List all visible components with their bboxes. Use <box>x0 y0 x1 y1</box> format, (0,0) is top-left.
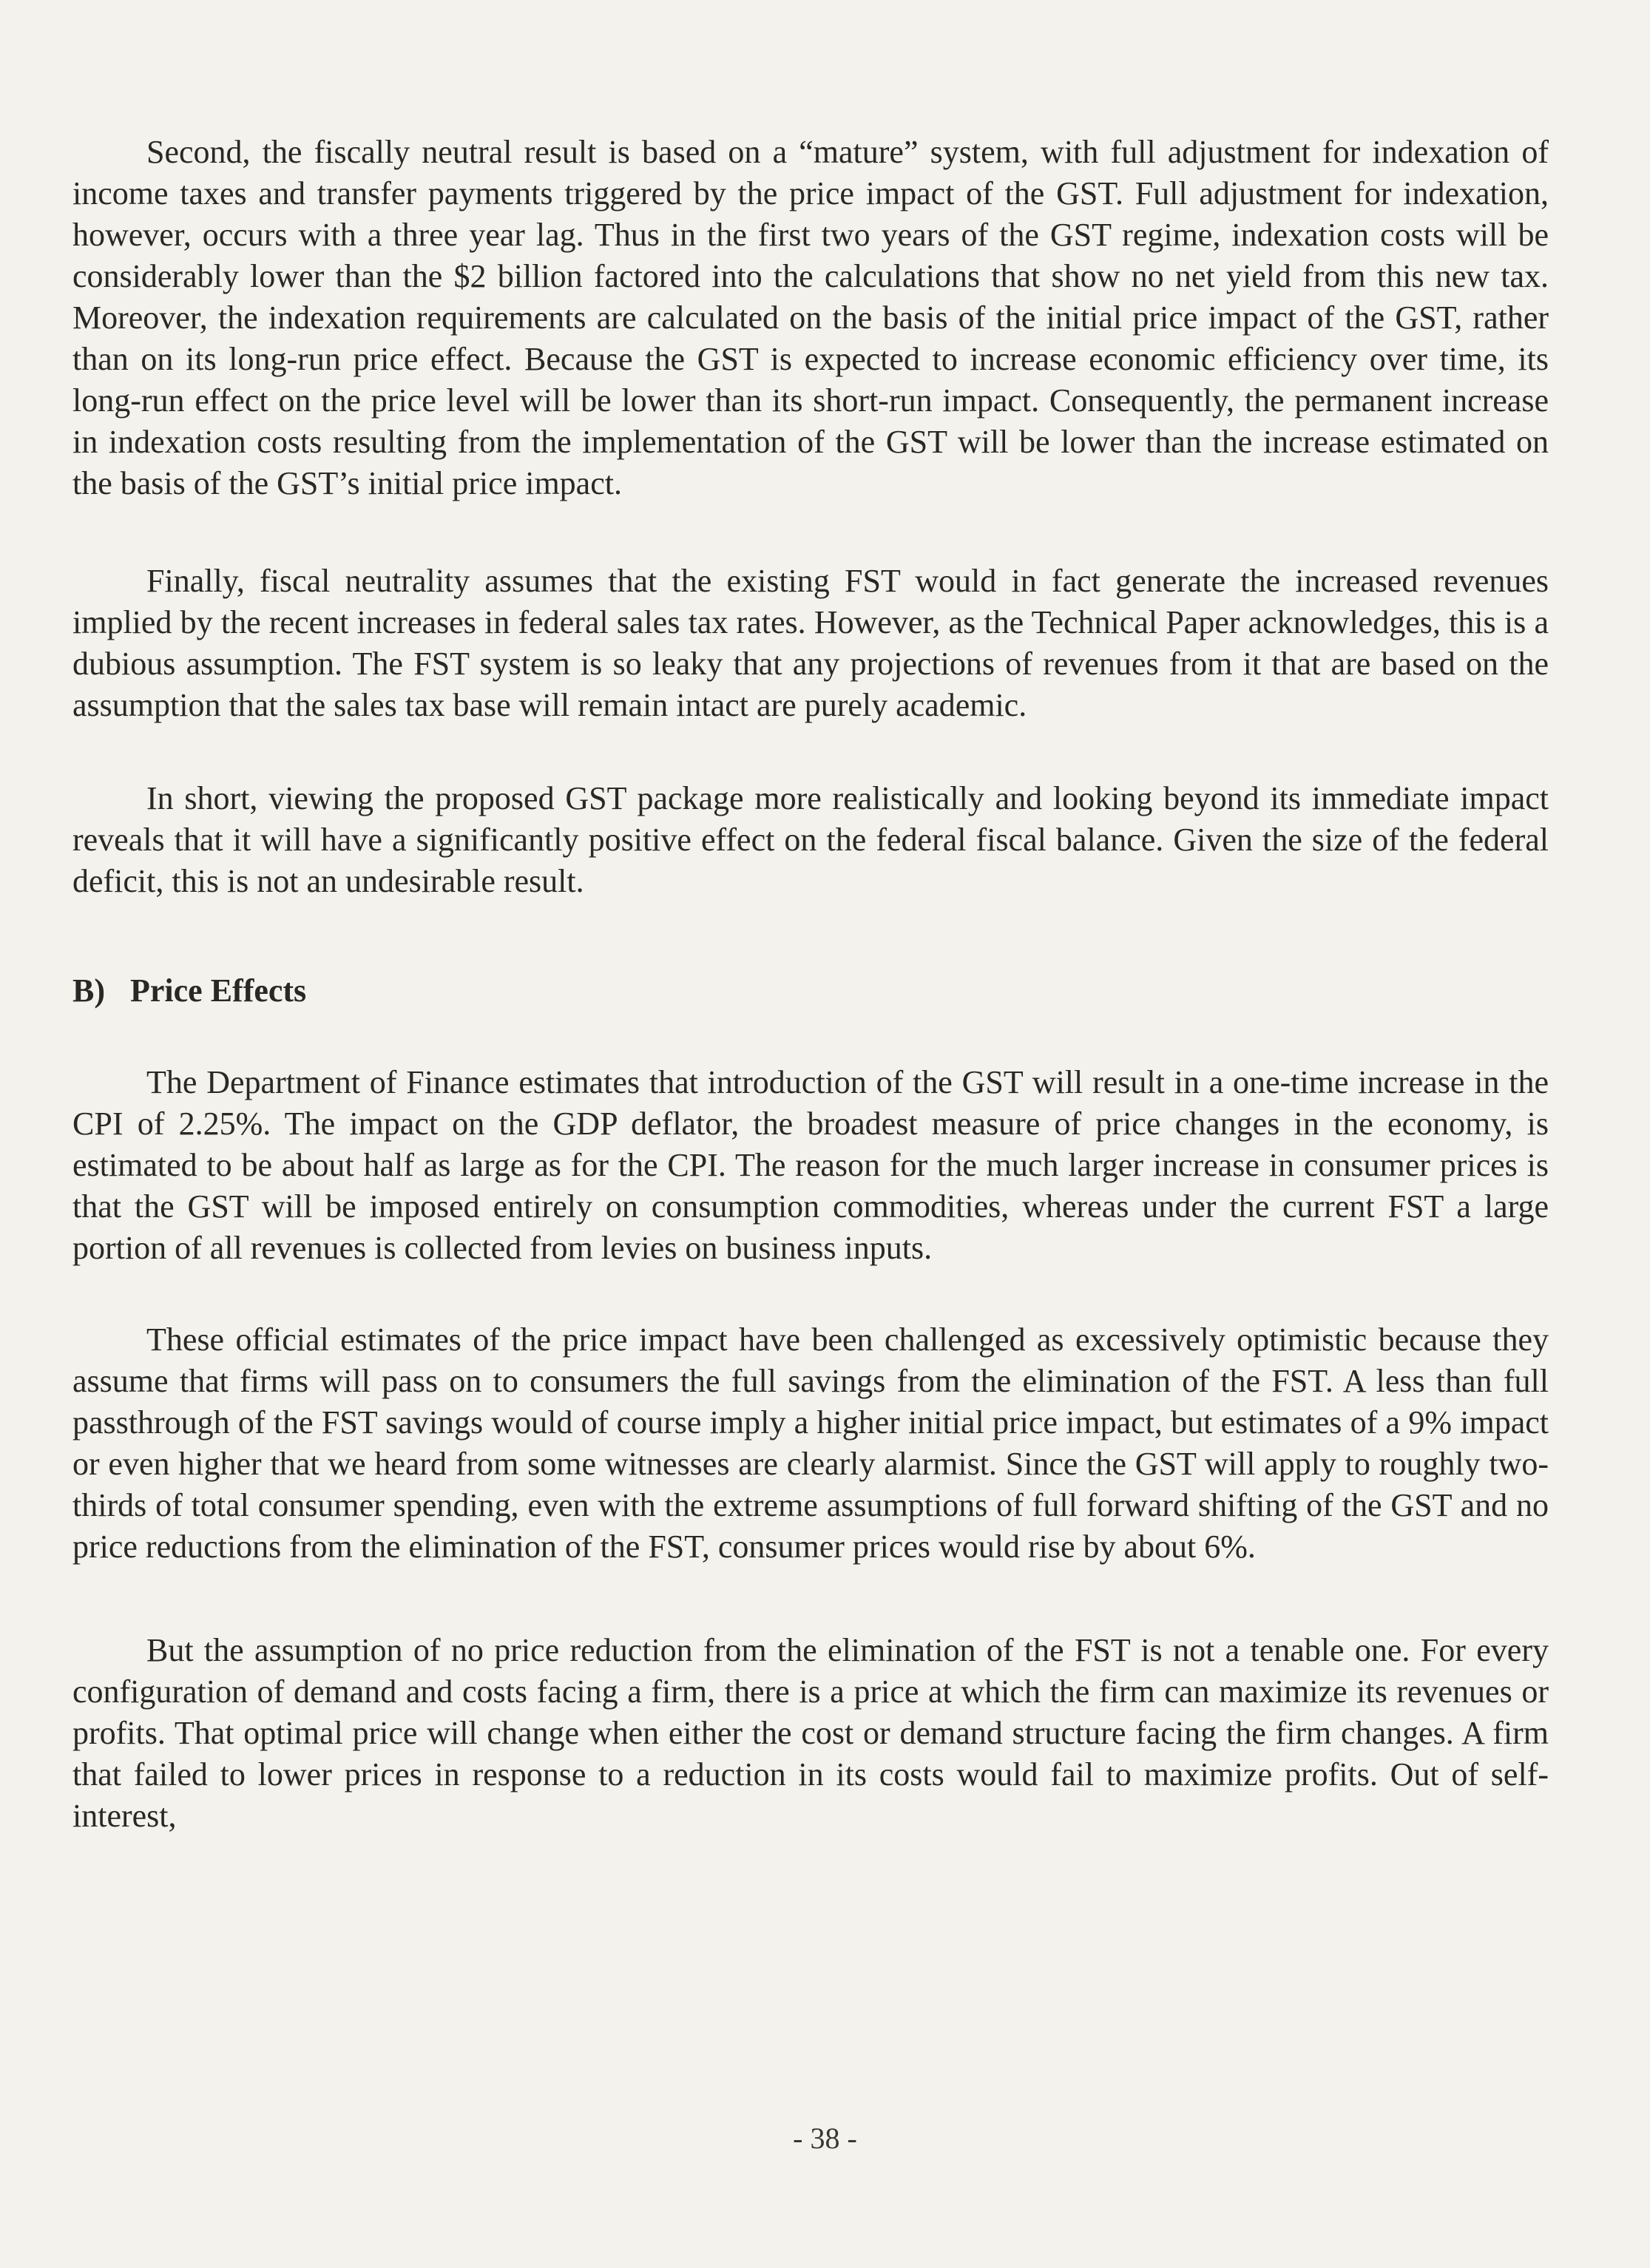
page-number: - 38 - <box>793 2122 857 2155</box>
paragraph-in-short: In short, viewing the proposed GST package more realistically and looking beyond its immediate impact reveals that it will have a significantly positive effect on the federal fiscal balance. Given the size of the federal deficit, this is not an undesirable result. <box>72 780 1549 899</box>
section-title: Price Effects <box>130 972 307 1009</box>
paragraph-department-of-finance-estimates: The Department of Finance estimates that introduction of the GST will result in a one-time increase in the CPI of 2.25%. The impact on the GDP deflator, the broadest measure of price changes in the economy, is estimated to be about half as large as for the CPI. The reason for the much larger increase in consumer prices is that the GST will be imposed entirely on consumption commodities, whereas under the current FST a large portion of all revenues is collected from levies on business inputs. <box>72 1064 1549 1266</box>
section-heading-price-effects <box>72 970 1549 1012</box>
paragraph-official-estimates-challenged: These official estimates of the price impact have been challenged as excessively optimistic because they assume that firms will pass on to consumers the full savings from the elimination of the FST. A less than full passthrough of the FST savings would of course imply a higher initial price impact, but estimates of a 9% impact or even higher that we heard from some witnesses are clearly alarmist. Since the GST will apply to roughly two-thirds of total consumer spending, even with the extreme assumptions of full forward shifting of the GST and no price reductions from the elimination of the FST, consumer prices would rise by about 6%. <box>72 1321 1549 1565</box>
paragraph-no-price-reduction-assumption: But the assumption of no price reduction from the elimination of the FST is not a tenable one. For every configuration of demand and costs facing a firm, there is a price at which the firm can maximize its revenues or profits. That optimal price will change when either the cost or demand structure facing the firm changes. A firm that failed to lower prices in response to a reduction in its costs would fail to maximize profits. Out of self-interest, <box>72 1632 1549 1834</box>
page-body <box>72 132 1549 1837</box>
paragraph-fiscal-neutral-mature-system: Second, the fiscally neutral result is based on a “mature” system, with full adjustment for indexation of income taxes and transfer payments triggered by the price impact of the GST. Full adjustment for indexation, however, occurs with a three year lag. Thus in the first two years of the GST regime, indexation costs will be considerably lower than the $2 billion factored into the calculations that show no net yield from this new tax. Moreover, the indexation requirements are calculated on the basis of the initial price impact of the GST, rather than on its long-run price effect. Because the GST is expected to increase economic efficiency over time, its long-run effect on the price level will be lower than its short-run impact. Consequently, the permanent increase in indexation costs resulting from the implementation of the GST will be lower than the increase estimated on the basis of the GST’s initial price impact. <box>72 134 1549 501</box>
paragraph-fiscal-neutrality-fst: Finally, fiscal neutrality assumes that the existing FST would in fact generate the increased revenues implied by the recent increases in federal sales tax rates. However, as the Technical Paper acknowledges, this is a dubious assumption. The FST system is so leaky that any projections of revenues from it that are based on the assumption that the sales tax base will remain intact are purely academic. <box>72 563 1549 723</box>
section-number: B) <box>72 972 105 1009</box>
